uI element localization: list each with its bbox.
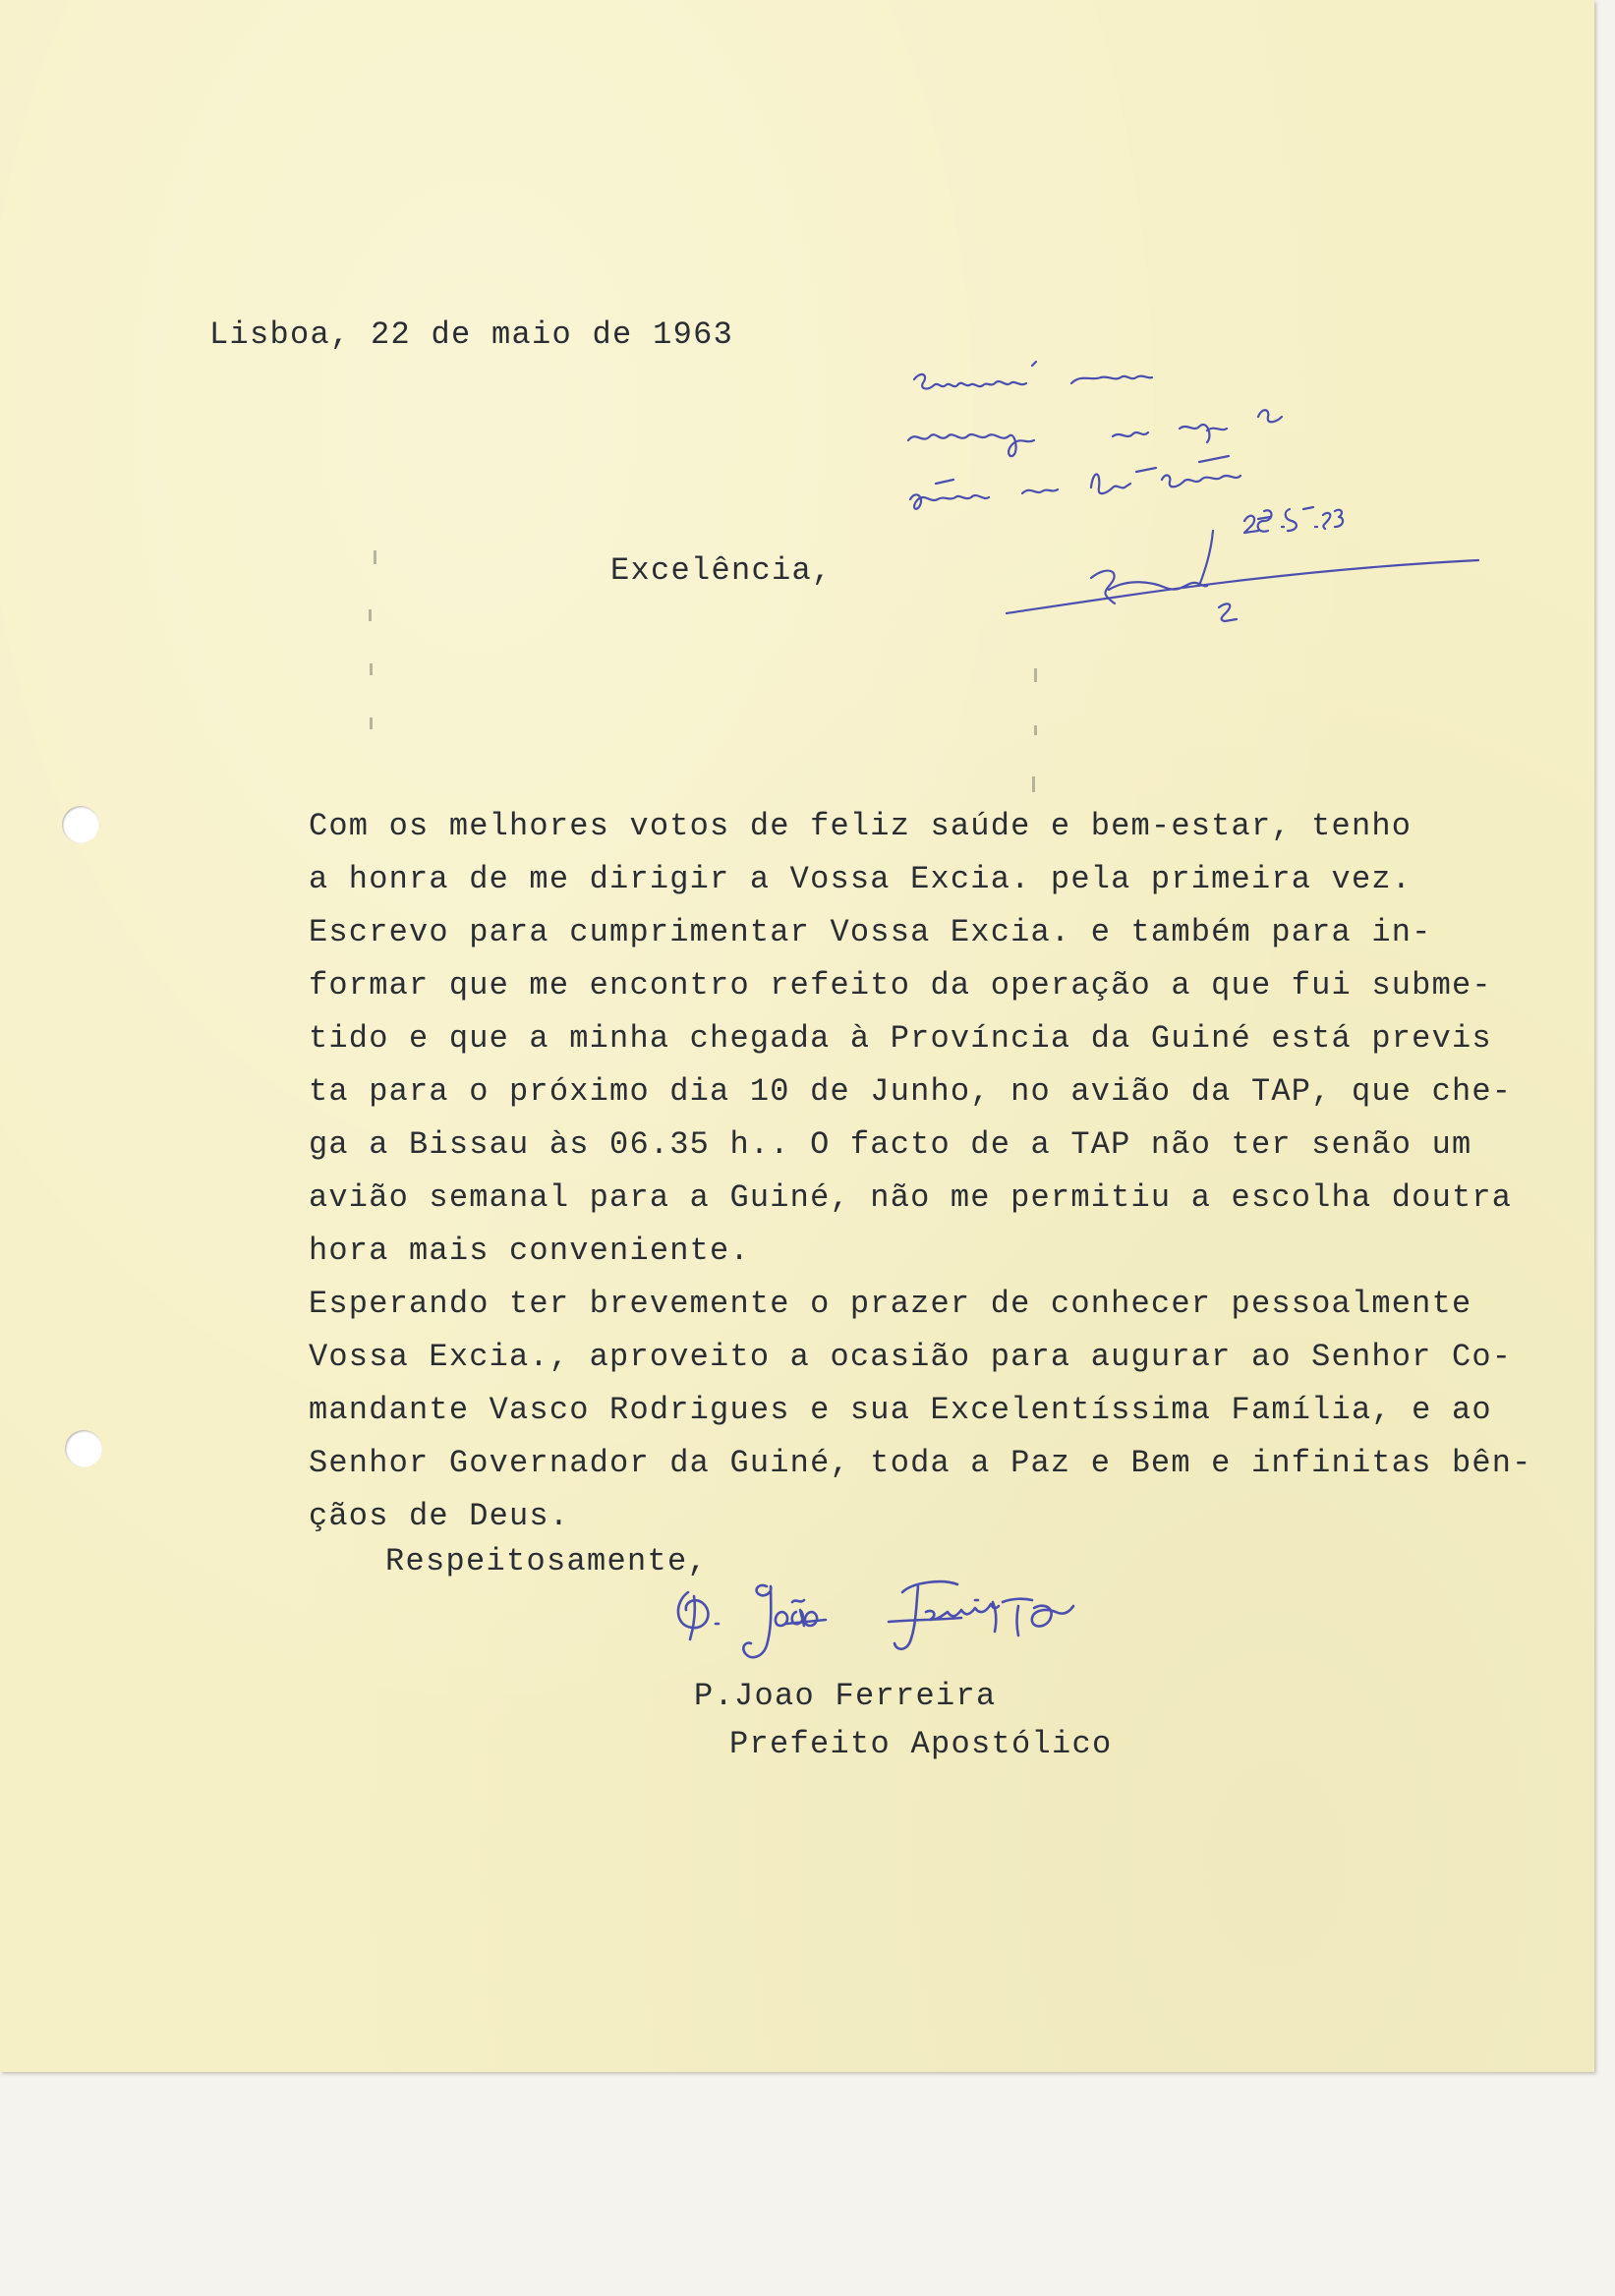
punch-hole-top — [62, 806, 99, 843]
body-line: Esperando ter brevemente o prazer de conhecer pessoalmente — [309, 1286, 1472, 1322]
salutation: Excelência, — [610, 552, 833, 589]
body-line: formar que me encontro refeito da operação a que fui subme- — [309, 967, 1492, 1004]
body-line: mandante Vasco Rodrigues e sua Excelentíssima Família, e ao — [309, 1392, 1492, 1428]
paper-mark — [1034, 725, 1037, 735]
handwritten-signature — [668, 1573, 1180, 1681]
paper-mark — [1032, 776, 1035, 792]
body-line: Com os melhores votos de feliz saúde e bem-estar, tenho — [309, 808, 1413, 844]
closing: Respeitosamente, — [385, 1543, 709, 1579]
body-line: Vossa Excia., aproveito a ocasião para augurar ao Senhor Co- — [309, 1339, 1513, 1375]
paper-mark — [369, 609, 372, 621]
paper-mark — [370, 718, 373, 729]
signatory-title: Prefeito Apostólico — [729, 1726, 1113, 1762]
paper-mark — [1034, 668, 1037, 682]
body-line: ta para o próximo dia 10 de Junho, no avião da TAP, que che- — [309, 1073, 1513, 1110]
paper-mark — [374, 550, 376, 564]
body-line: ga a Bissau às 06.35 h.. O facto de a TAP não ter senão um — [309, 1126, 1472, 1163]
signatory-name: P.Joao Ferreira — [694, 1678, 997, 1714]
body-line: a honra de me dirigir a Vossa Excia. pela primeira vez. — [309, 861, 1413, 897]
body-line: hora mais conveniente. — [309, 1233, 750, 1269]
body-line: avião semanal para a Guiné, não me permitiu a escolha doutra — [309, 1179, 1513, 1216]
body-line: Escrevo para cumprimentar Vossa Excia. e também para in- — [309, 914, 1432, 950]
punch-hole-bottom — [65, 1430, 102, 1467]
letter-date: Lisboa, 22 de maio de 1963 — [209, 316, 734, 353]
handwritten-annotation — [885, 354, 1474, 639]
letter-body — [309, 800, 1532, 1543]
body-line: çãos de Deus. — [309, 1498, 570, 1534]
body-line: Senhor Governador da Guiné, toda a Paz e Bem e infinitas bên- — [309, 1445, 1532, 1481]
body-line: tido e que a minha chegada à Província da Guiné está previs — [309, 1020, 1492, 1057]
paper-mark — [370, 663, 373, 675]
